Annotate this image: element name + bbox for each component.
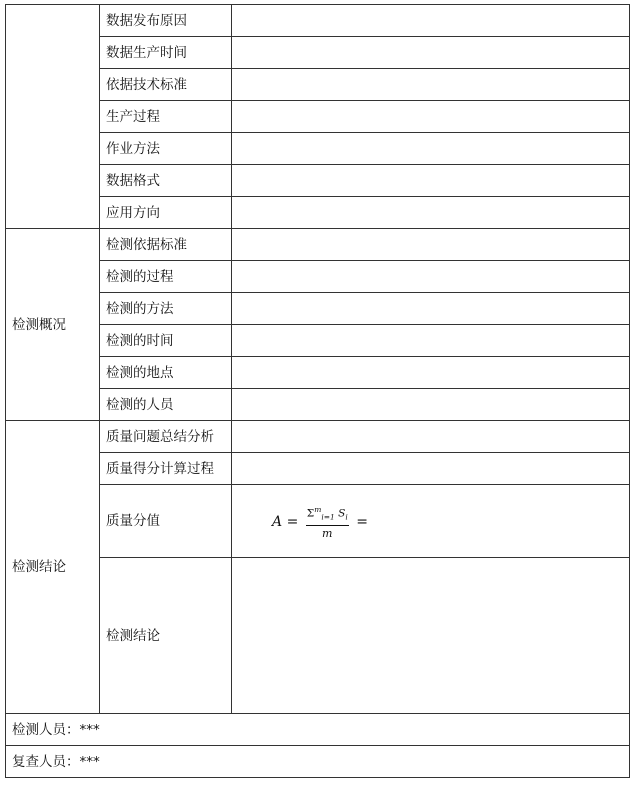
table-row: [6, 485, 630, 558]
conclusion-value-cell[interactable]: [232, 558, 630, 714]
inspector-cell: 检测人员：***: [6, 714, 630, 746]
table-row: [6, 229, 630, 261]
value-cell[interactable]: [232, 197, 630, 229]
table-row: [6, 746, 630, 778]
blank-section-cell: [6, 5, 100, 229]
row-label: 依据技术标准: [100, 69, 232, 101]
formula-trailing-equals: =: [356, 514, 368, 530]
value-cell[interactable]: [232, 261, 630, 293]
formula-equals: =: [286, 514, 299, 530]
table-row: [6, 453, 630, 485]
value-cell[interactable]: [232, 389, 630, 421]
value-cell[interactable]: [232, 421, 630, 453]
value-cell[interactable]: [232, 69, 630, 101]
section-label-overview: 检测概况: [6, 229, 100, 421]
value-cell[interactable]: [232, 357, 630, 389]
table-row: [6, 714, 630, 746]
row-label: 数据发布原因: [100, 5, 232, 37]
table-row: [6, 293, 630, 325]
row-label: 数据格式: [100, 165, 232, 197]
row-label: 检测的地点: [100, 357, 232, 389]
table-row: [6, 165, 630, 197]
formula-lhs: A: [272, 514, 283, 530]
sum-upper-limit: m: [314, 505, 322, 515]
row-label: 检测的人员: [100, 389, 232, 421]
row-label: 作业方法: [100, 133, 232, 165]
value-cell[interactable]: [232, 229, 630, 261]
row-label: 检测的时间: [100, 325, 232, 357]
table-row: [6, 133, 630, 165]
reviewer-cell: 复查人员：***: [6, 746, 630, 778]
sum-symbol: Σ: [306, 507, 315, 520]
value-cell[interactable]: [232, 165, 630, 197]
table-row: [6, 197, 630, 229]
row-label: 质量得分计算过程: [100, 453, 232, 485]
value-cell[interactable]: [232, 37, 630, 69]
formula-numerator: [306, 504, 349, 526]
value-cell[interactable]: [232, 5, 630, 37]
table-row: [6, 357, 630, 389]
table-row: [6, 69, 630, 101]
value-cell[interactable]: [232, 133, 630, 165]
formula-term-index: i: [345, 512, 348, 522]
table-row: [6, 325, 630, 357]
table-row: [6, 5, 630, 37]
row-label: 检测结论: [100, 558, 232, 714]
row-label: 检测的方法: [100, 293, 232, 325]
row-label: 检测依据标准: [100, 229, 232, 261]
formula-term: S: [338, 507, 346, 520]
value-cell[interactable]: [232, 325, 630, 357]
formula-denominator: m: [322, 526, 333, 540]
row-label: 生产过程: [100, 101, 232, 133]
table-row: [6, 261, 630, 293]
row-label: 应用方向: [100, 197, 232, 229]
row-label: 质量问题总结分析: [100, 421, 232, 453]
section-label-conclusion: 检测结论: [6, 421, 100, 714]
score-formula-cell[interactable]: [232, 485, 630, 558]
table-row: [6, 558, 630, 714]
sum-lower-limit: i=1: [321, 512, 335, 522]
value-cell[interactable]: [232, 293, 630, 325]
value-cell[interactable]: [232, 101, 630, 133]
row-label: 检测的过程: [100, 261, 232, 293]
table-row: [6, 37, 630, 69]
value-cell[interactable]: [232, 453, 630, 485]
table-row: [6, 389, 630, 421]
table-row: [6, 101, 630, 133]
formula-fraction: [306, 504, 349, 540]
quality-report-table: [5, 4, 630, 778]
score-formula: [272, 504, 368, 540]
row-label: 数据生产时间: [100, 37, 232, 69]
row-label: 质量分值: [100, 485, 232, 558]
table-row: [6, 421, 630, 453]
